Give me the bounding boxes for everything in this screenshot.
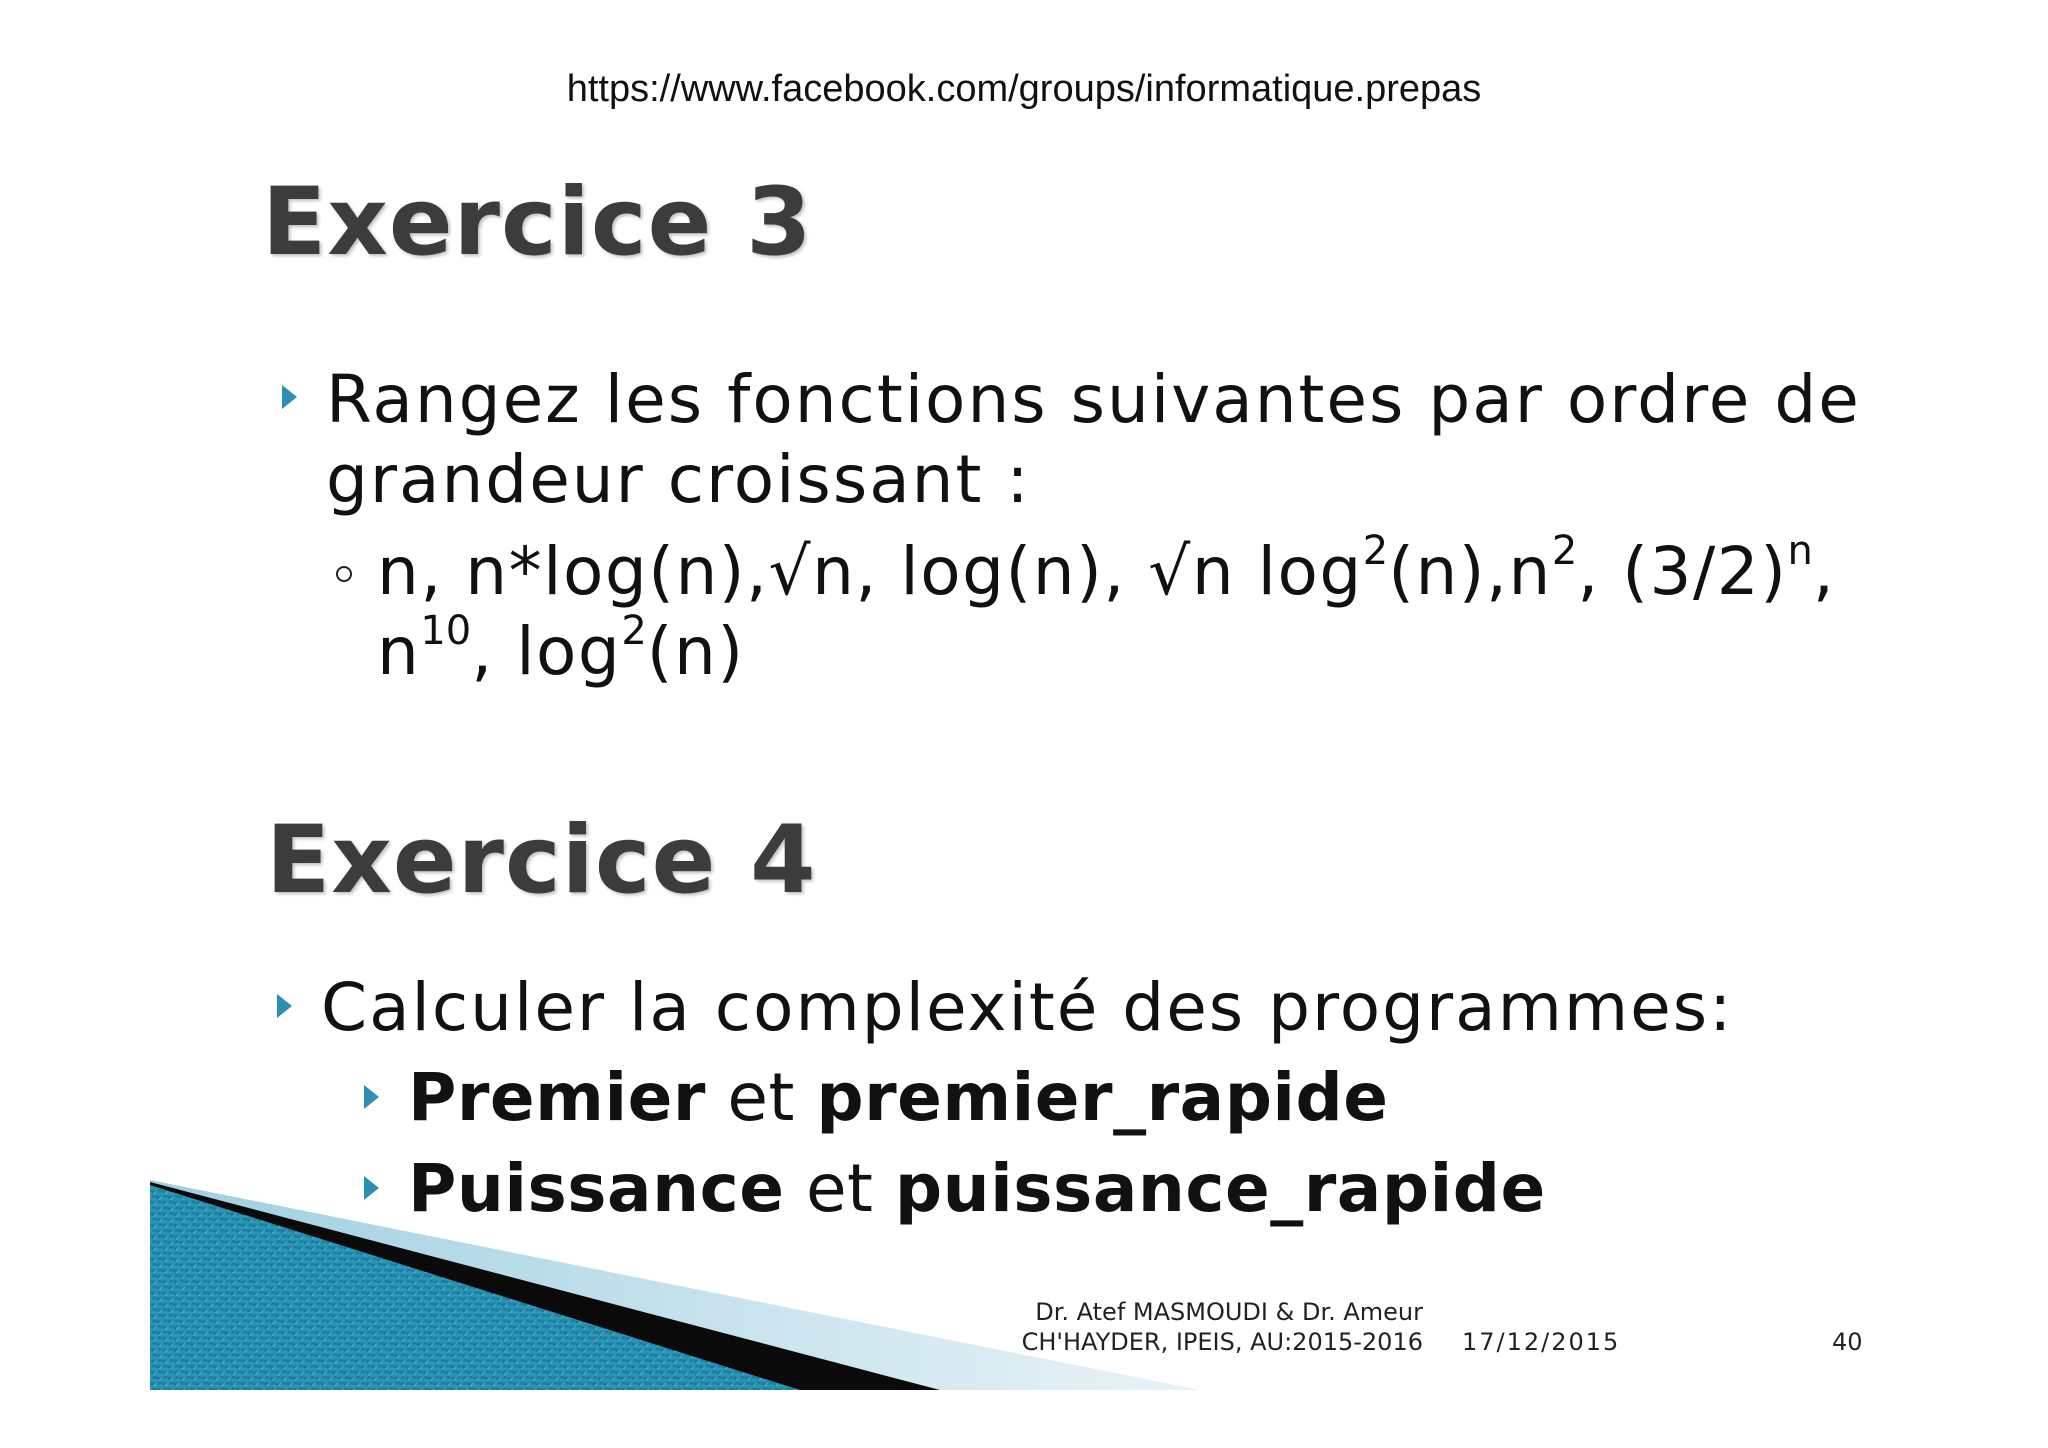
bullet-arrow-icon bbox=[364, 1176, 379, 1200]
bullet-arrow-icon bbox=[277, 994, 292, 1018]
fn-part: (n),n bbox=[1388, 533, 1552, 610]
exercise-3-title: Exercice 3 bbox=[262, 168, 813, 277]
fn-part: (n) bbox=[646, 613, 745, 690]
fn-sup: 2 bbox=[621, 608, 647, 654]
fn-part: n, n*log(n),√n, log(n), √n log bbox=[377, 533, 1363, 610]
bullet-arrow-icon bbox=[282, 385, 297, 409]
program-name: puissance_rapide bbox=[894, 1150, 1546, 1227]
program-name: Puissance bbox=[408, 1150, 785, 1227]
footer-page-number: 40 bbox=[1832, 1328, 1863, 1356]
program-name: premier_rapide bbox=[816, 1059, 1389, 1136]
exercise-3-instruction-line1: Rangez les fonctions suivantes par ordre de bbox=[326, 361, 1861, 438]
connector-text: et bbox=[784, 1150, 895, 1227]
fn-part: n bbox=[377, 613, 421, 690]
exercise-4-title: Exercice 4 bbox=[266, 806, 817, 915]
fn-sup: 2 bbox=[1362, 528, 1389, 574]
fn-part: , (3/2) bbox=[1577, 533, 1788, 610]
program-item-1 bbox=[408, 1058, 1389, 1138]
program-name: Premier bbox=[408, 1059, 706, 1136]
function-list-line1 bbox=[377, 528, 1836, 612]
fn-part: , bbox=[1812, 533, 1836, 610]
exercise-4-instruction: Calculer la complexité des programmes: bbox=[321, 969, 1734, 1046]
fn-sup: 2 bbox=[1551, 528, 1578, 574]
function-list-line2 bbox=[377, 608, 745, 692]
connector-text: et bbox=[705, 1059, 817, 1136]
bullet-arrow-icon bbox=[364, 1085, 379, 1109]
program-item-2 bbox=[408, 1149, 1546, 1229]
fn-sup: 10 bbox=[420, 608, 472, 654]
footer-date: 17/12/2015 bbox=[1462, 1328, 1621, 1356]
exercise-3-instruction-line2: grandeur croissant : bbox=[326, 441, 1031, 518]
footer-author-line2: CH'HAYDER, IPEIS, AU:2015-2016 bbox=[1021, 1328, 1423, 1356]
fn-part: , log bbox=[471, 613, 622, 690]
sub-bullet-circle-icon bbox=[336, 566, 352, 582]
fn-sup: n bbox=[1787, 528, 1813, 574]
footer-author-line1: Dr. Atef MASMOUDI & Dr. Ameur bbox=[1035, 1298, 1423, 1326]
header-url[interactable]: https://www.facebook.com/groups/informatique.prepas bbox=[566, 68, 1482, 110]
